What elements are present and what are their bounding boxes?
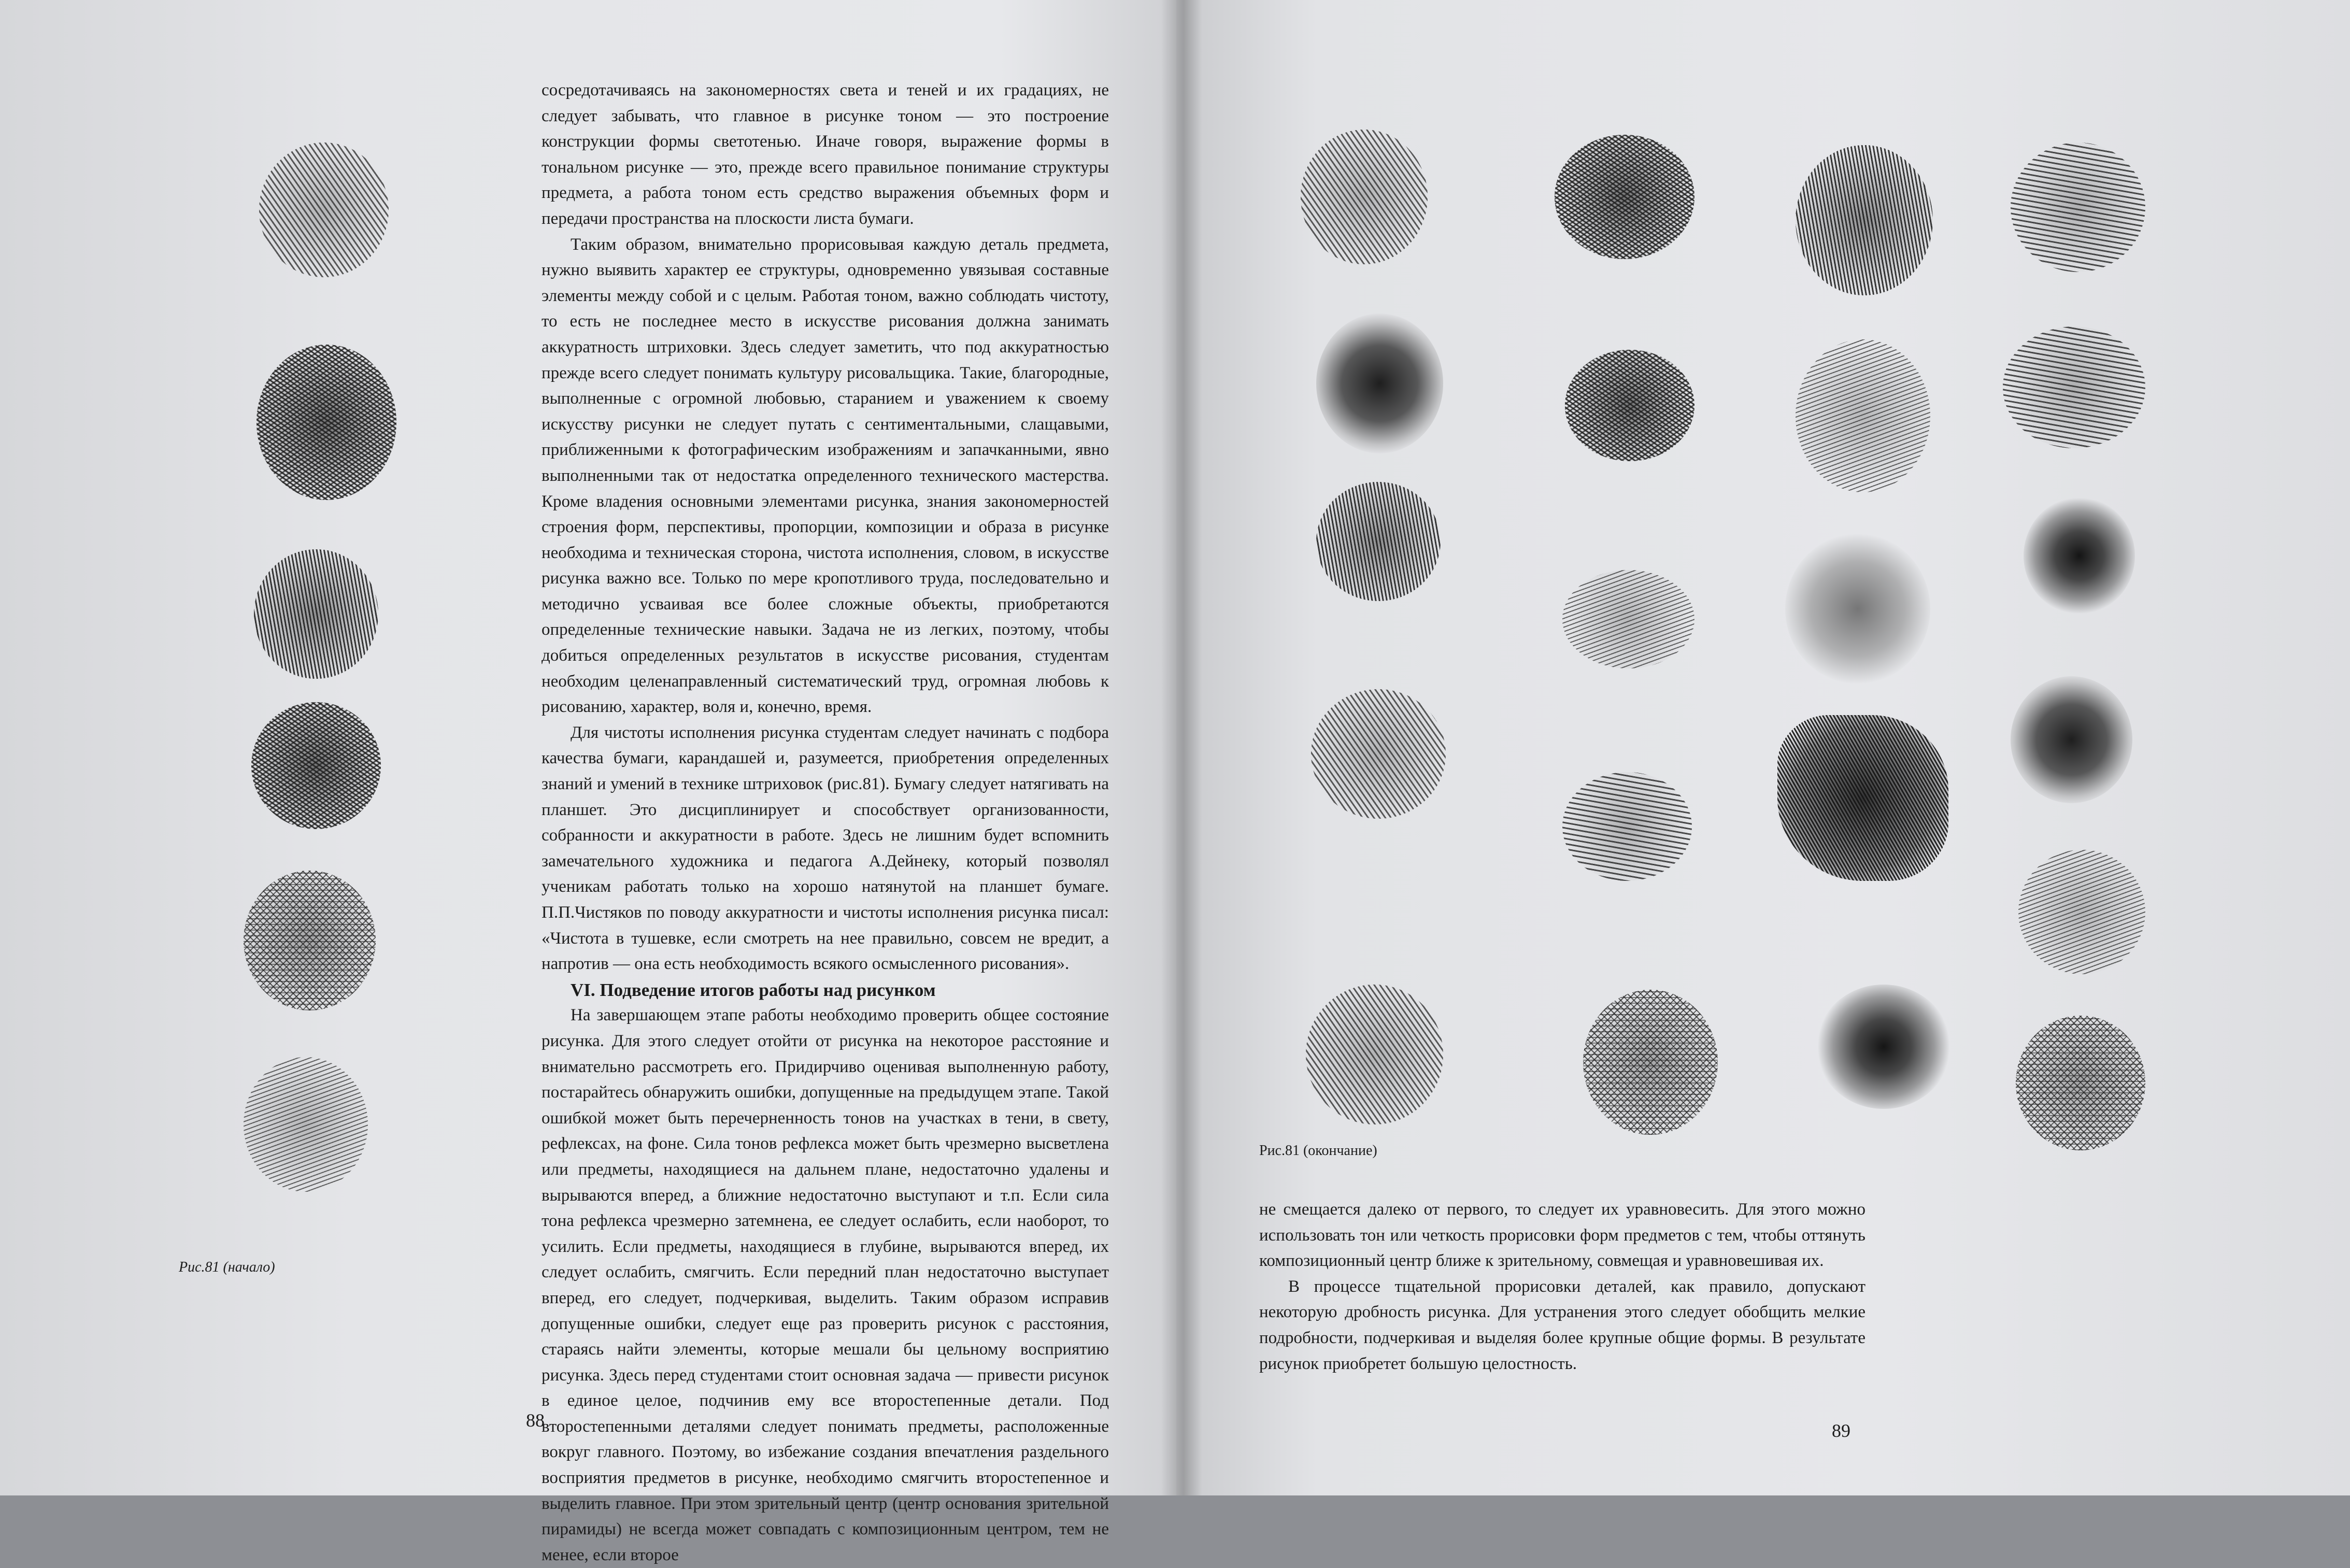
hatching-swatch-r2c3 [1796,339,1930,492]
hatching-swatch-r3c3 [1785,534,1930,684]
section-heading: VI. Подведение итогов работы над рисунком [571,979,936,1000]
hatching-swatch-r4c4 [2011,676,2132,803]
hatching-swatch-r3c4 [2024,497,2135,614]
hatching-swatch-r1c3 [1796,145,1933,295]
left-page [0,0,1176,1564]
paragraph: Таким образом, внимательно прорисовывая каждую деталь предмета, нужно выявить характер ее структуры, одновременно увязывая составные элементы между собой и с целым. Работая тоном, важно соблюдать чистоту, то есть не последнее место в искусстве рисования должна занимать аккуратность штриховки. Здесь следует заметить, что под аккуратностью прежде всего следует понимать культуру рисовальщика. Такие, благородные, выполненные с огромной любовью, старанием и уважением к своему искусству рисунки не следует путать с сентиментальными, слащавыми, приближенными к фотографическим изображениям и запачканными, явно выполненными так от недостатка определенного технического мастерства. Кроме владения основными элементами рисунка, знания закономерностей строения форм, перспективы, пропорции, композиции и образа в рисунке необходима и техническая сторона, чистота исполнения, словом, в искусстве рисунка важно все. Только по мере кропотливого труда, последовательно и методично усваивая все более сложные объекты, приобретаются определенные технические навыки. Задача не из легких, поэтому, чтобы добиться определенных результатов в искусстве рисования, студентам необходим целенаправленный систематический труд, огромная любовь к рисованию, характер, воля и, конечно, время. [542,235,1109,717]
hatching-swatch-2 [257,345,396,500]
hatching-swatch-r2c1 [1316,313,1443,453]
hatching-swatch-r4c2 [1562,772,1692,881]
hatching-swatch-r3c2 [1562,570,1694,668]
hatching-swatch-r2c4 [2003,326,2145,448]
figure-caption-right: Рис.81 (окончание) [1259,1143,1377,1159]
hatching-swatch-r3c1 [1316,482,1441,601]
hatching-swatch-1 [259,142,389,277]
hatching-swatch-r4c3 [1777,715,1948,881]
hatching-swatch-r1c2 [1555,135,1694,259]
right-page-text [1259,1197,1865,1377]
paragraph: Для чистоты исполнения рисунка студентам следует начинать с подбора качества бумаги, карандашей и, разумеется, приобретения определенных знаний и умений в технике штриховок (рис.81). Бумагу следует натягивать на планшет. Это дисциплинирует и способствует организованности, собранности и аккуратности в работе. Здесь не лишним будет вспомнить замечательного художника и педагога А.Дейнеку, который позволял ученикам работать только на хорошо натянутой на планшет бумаге. П.П.Чистяков по поводу аккуратности и чистоты исполнения рисунка писал: «Чистота в тушевке, если смотреть на нее правильно, совсем не вредит, а напротив — она есть необходимость всякого осмысленного рисования». [542,723,1109,974]
hatching-swatch-r1c1 [1301,130,1428,264]
hatching-swatch-6 [244,1057,368,1192]
hatching-swatch-r4c1 [1311,689,1446,819]
left-page-text [542,78,1109,1568]
hatching-swatch-r5c3 [1816,985,1951,1109]
paragraph: В процессе тщательной прорисовки деталей, как правило, допускают некоторую дробность рисунка. Для устранения этого следует обобщить мелкие подробности, подчеркивая и выделяя более крупные общие формы. В результате рисунок приобретет большую целостность. [1259,1277,1865,1373]
hatching-swatch-r2c2 [1565,350,1694,461]
hatching-swatch-4 [251,702,381,829]
hatching-swatch-3 [254,549,378,679]
hatching-swatch-r1c4 [2011,142,2145,272]
hatching-swatch-r5c1 [1306,985,1443,1124]
figure-caption-left: Рис.81 (начало) [179,1259,275,1275]
paragraph: не смещается далеко от первого, то следует их уравновесить. Для этого можно использовать тон или четкость прорисовки форм предметов с тем, чтобы оттянуть композиционный центр ближе к зрительному, совмещая и уравновешивая их. [1259,1200,1865,1271]
hatching-swatch-r5c4 [2016,1016,2145,1150]
page-number-right: 89 [1832,1420,1850,1441]
book-gutter [1161,0,1202,1495]
hatching-swatch-r5c2 [1583,990,1718,1135]
paragraph: сосредотачиваясь на закономерностях света и теней и их градациях, не следует забывать, что главное в рисунке тоном — это построение конструкции формы светотенью. Иначе говоря, выражение формы в тональном рисунке — это, прежде всего правильное понимание структуры предмета, а работа тоном есть средство выражения объемных форм и передачи пространства на плоскости листа бумаги. [542,81,1109,228]
paragraph: На завершающем этапе работы необходимо проверить общее состояние рисунка. Для этого следует отойти от рисунка на некоторое расстояние и внимательно рассмотреть его. Придирчиво оценивая выполненную работу, постарайтесь обнаружить ошибки, допущенные на предыдущем этапе. Такой ошибкой может быть перечерненность тонов на участках в тени, в свету, рефлексах, на фоне. Сила тонов рефлекса может быть чрезмерно высветлена или предметы, находящиеся на дальнем плане, недостаточно удалены и вырываются вперед, а ближние недостаточно выступают и т.п. Если сила тона рефлекса чрезмерно затемнена, ее следует ослабить, если наоборот, то усилить. Если предметы, находящиеся в глубине, вырываются вперед, их следует ослабить, смягчить. Если передний план недостаточно выступает вперед, его следует, подчеркивая, выделить. Таким образом исправив допущенные ошибки, следует еще раз проверить рисунок с расстояния, стараясь найти элементы, которые мешали бы цельному восприятию рисунка. Здесь перед студентами стоит основная задача — привести рисунок в единое целое, подчинив ему все второстепенные детали. Под второстепенными деталями следует понимать предметы, расположенные вокруг главного. Поэтому, во избежание создания впечатления раздельного восприятия предметов в рисунке, необходимо смягчить второстепенное и выделить главное. При этом зрительный центр (центр основания зрительной пирамиды) не всегда может совпадать с композиционным центром, тем не менее, если второе [542,1006,1109,1564]
right-page [1176,0,2350,1495]
page-number-left: 88 [526,1410,545,1431]
hatching-swatch-5 [244,871,376,1010]
hatching-swatch-r5c4-top [2018,850,2145,974]
